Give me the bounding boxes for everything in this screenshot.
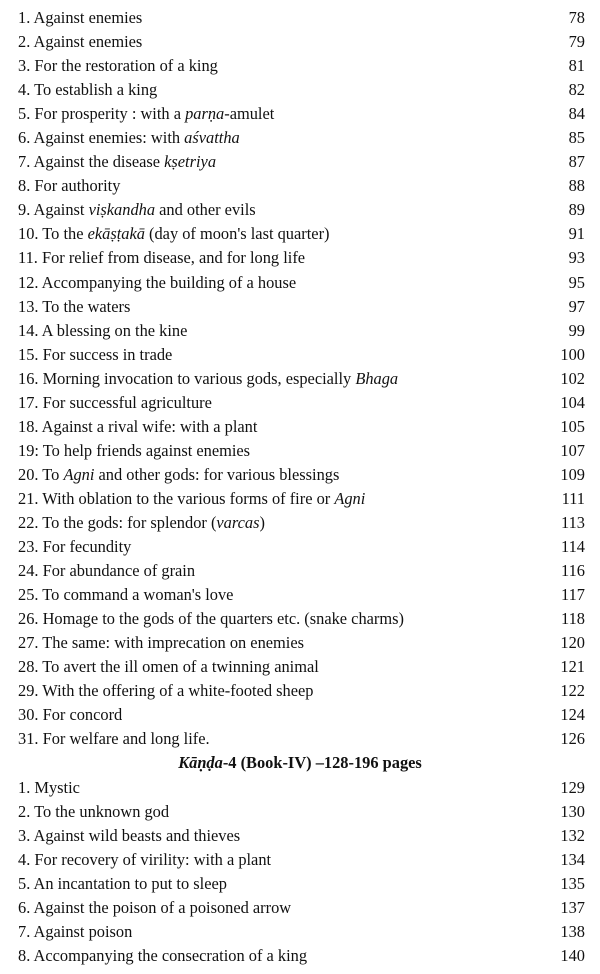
toc-entry (0, 487, 600, 511)
entry-page-number: 82 (568, 80, 585, 100)
entry-title: 12. Accompanying the building of a house (18, 272, 297, 292)
entry-title (18, 463, 339, 487)
entry-page-number: 113 (561, 512, 585, 532)
entry-page-number: 130 (560, 801, 585, 821)
entry-title-text: 6. Against enemies: with (18, 128, 185, 148)
entry-page-number: 102 (560, 368, 585, 388)
entry-title-text: and other gods: for various blessings (94, 464, 340, 484)
entry-title-italic: viṣkandha (88, 200, 156, 220)
entry-title (18, 198, 256, 222)
toc-list (0, 6, 600, 968)
entry-title-text: 10. To the (18, 224, 88, 244)
toc-entry (0, 198, 600, 222)
entry-page-number: 89 (568, 200, 585, 220)
entry-title: 13. To the waters (18, 296, 131, 316)
entry-page-number: 99 (568, 320, 585, 340)
entry-title (18, 487, 365, 511)
toc-entry (0, 559, 600, 583)
entry-page-number: 121 (560, 657, 585, 677)
entry-page-number: 126 (560, 729, 585, 749)
entry-title-italic: aśvattha (184, 128, 240, 148)
toc-entry (0, 102, 600, 126)
toc-entry (0, 246, 600, 270)
entry-title-text: 7. Against the disease (18, 152, 165, 172)
entry-title: 25. To command a woman's love (18, 585, 234, 605)
entry-page-number: 120 (560, 633, 585, 653)
entry-title-text: 21. With oblation to the various forms of fire or (18, 488, 335, 508)
entry-page-number: 116 (561, 561, 585, 581)
entry-page-number: 105 (560, 416, 585, 436)
toc-entry (0, 535, 600, 559)
entry-page-number: 132 (560, 825, 585, 845)
entry-page-number: 104 (560, 392, 585, 412)
entry-page-number: 137 (560, 897, 585, 917)
entry-page-number: 117 (561, 585, 585, 605)
toc-entry (0, 271, 600, 295)
entry-title (18, 150, 216, 174)
entry-page-number: 129 (560, 777, 585, 797)
entry-title: 11. For relief from disease, and for long life (18, 248, 306, 268)
entry-page-number: 122 (560, 681, 585, 701)
entry-title (18, 102, 274, 126)
entry-title-italic: parṇa (185, 104, 225, 124)
entry-title-text: -amulet (224, 104, 275, 124)
entry-title: 24. For abundance of grain (18, 561, 196, 581)
toc-entry (0, 607, 600, 631)
entry-page-number: 84 (568, 104, 585, 124)
entry-title: 17. For successful agriculture (18, 392, 212, 412)
toc-entry (0, 391, 600, 415)
toc-entry (0, 54, 600, 78)
toc-entry (0, 727, 600, 751)
entry-title: 7. Against poison (18, 921, 133, 941)
entry-page-number: 138 (560, 921, 585, 941)
toc-entry (0, 415, 600, 439)
entry-title-text: ) (259, 512, 265, 532)
entry-page-number: 87 (568, 152, 585, 172)
entry-page-number: 95 (568, 272, 585, 292)
entry-page-number: 135 (560, 873, 585, 893)
entry-title-italic: varcas (216, 512, 260, 532)
toc-entry (0, 703, 600, 727)
entry-title: 2. To the unknown god (18, 801, 170, 821)
entry-title: 19: To help friends against enemies (18, 440, 251, 460)
toc-entry (0, 30, 600, 54)
entry-title-italic: kṣetriya (164, 152, 217, 172)
entry-title: 28. To avert the ill omen of a twinning animal (18, 657, 319, 677)
toc-entry (0, 824, 600, 848)
entry-title: 1. Mystic (18, 777, 80, 797)
entry-page-number: 111 (561, 488, 585, 508)
entry-title: 15. For success in trade (18, 344, 173, 364)
entry-title: 4. To establish a king (18, 80, 158, 100)
entry-page-number: 100 (560, 344, 585, 364)
toc-entry (0, 222, 600, 246)
entry-page-number: 93 (568, 248, 585, 268)
entry-page-number: 85 (568, 128, 585, 148)
toc-entry (0, 631, 600, 655)
entry-title: 26. Homage to the gods of the quarters etc. (snake charms) (18, 609, 404, 629)
entry-page-number: 107 (560, 440, 585, 460)
toc-entry (0, 78, 600, 102)
entry-page-number: 81 (568, 56, 585, 76)
toc-entry (0, 126, 600, 150)
entry-title-text: 16. Morning invocation to various gods, especially (18, 368, 356, 388)
entry-page-number: 88 (568, 176, 585, 196)
entry-title: 2. Against enemies (18, 32, 143, 52)
entry-title: 18. Against a rival wife: with a plant (18, 416, 258, 436)
entry-title-text: 9. Against (18, 200, 89, 220)
entry-title: 5. An incantation to put to sleep (18, 873, 227, 893)
toc-entry (0, 800, 600, 824)
entry-title: 23. For fecundity (18, 537, 132, 557)
toc-entry (0, 511, 600, 535)
entry-title (18, 367, 398, 391)
entry-title-italic: Agni (334, 488, 366, 508)
entry-title (18, 511, 265, 535)
section-heading (0, 751, 600, 775)
entry-title: 3. For the restoration of a king (18, 56, 218, 76)
entry-title: 8. For authority (18, 176, 121, 196)
toc-entry (0, 848, 600, 872)
entry-title (18, 126, 240, 150)
toc-entry (0, 776, 600, 800)
toc-entry (0, 174, 600, 198)
entry-title-text: (day of moon's last quarter) (144, 224, 330, 244)
toc-entry (0, 944, 600, 968)
entry-page-number: 140 (560, 945, 585, 965)
entry-page-number: 118 (561, 609, 585, 629)
entry-page-number: 79 (568, 32, 585, 52)
entry-title-text: 22. To the gods: for splendor ( (18, 512, 217, 532)
entry-title-text: 20. To (18, 464, 64, 484)
entry-title: 30. For concord (18, 705, 123, 725)
toc-entry (0, 463, 600, 487)
toc-entry (0, 655, 600, 679)
section-heading-italic: Kāṇḍa (178, 753, 223, 773)
toc-entry (0, 319, 600, 343)
entry-title: 27. The same: with imprecation on enemies (18, 633, 305, 653)
entry-title: 4. For recovery of virility: with a plant (18, 849, 272, 869)
toc-entry (0, 367, 600, 391)
toc-entry (0, 439, 600, 463)
entry-title: 8. Accompanying the consecration of a king (18, 945, 308, 965)
toc-entry (0, 920, 600, 944)
entry-page-number: 91 (568, 224, 585, 244)
entry-page-number: 109 (560, 464, 585, 484)
entry-page-number: 97 (568, 296, 585, 316)
entry-title-italic: ekāṣṭakā (87, 224, 145, 244)
entry-page-number: 114 (561, 537, 585, 557)
toc-entry (0, 583, 600, 607)
entry-title: 6. Against the poison of a poisoned arrow (18, 897, 292, 917)
toc-entry (0, 150, 600, 174)
entry-page-number: 134 (560, 849, 585, 869)
toc-entry (0, 295, 600, 319)
entry-title: 1. Against enemies (18, 8, 143, 27)
entry-title: 3. Against wild beasts and thieves (18, 825, 241, 845)
entry-title-text: 5. For prosperity : with a (18, 104, 186, 124)
toc-entry (0, 679, 600, 703)
entry-title-italic: Agni (63, 464, 95, 484)
toc-entry (0, 343, 600, 367)
section-heading-text: -4 (Book-IV) –128-196 pages (222, 753, 422, 773)
toc-entry (0, 872, 600, 896)
entry-title: 14. A blessing on the kine (18, 320, 188, 340)
entry-title (18, 222, 330, 246)
toc-entry (0, 6, 600, 30)
entry-title-italic: Bhaga (355, 368, 399, 388)
toc-entry (0, 896, 600, 920)
entry-page-number: 124 (560, 705, 585, 725)
entry-title: 31. For welfare and long life. (18, 729, 210, 749)
entry-page-number: 78 (568, 8, 585, 27)
entry-title-text: and other evils (155, 200, 256, 220)
entry-title: 29. With the offering of a white-footed sheep (18, 681, 314, 701)
